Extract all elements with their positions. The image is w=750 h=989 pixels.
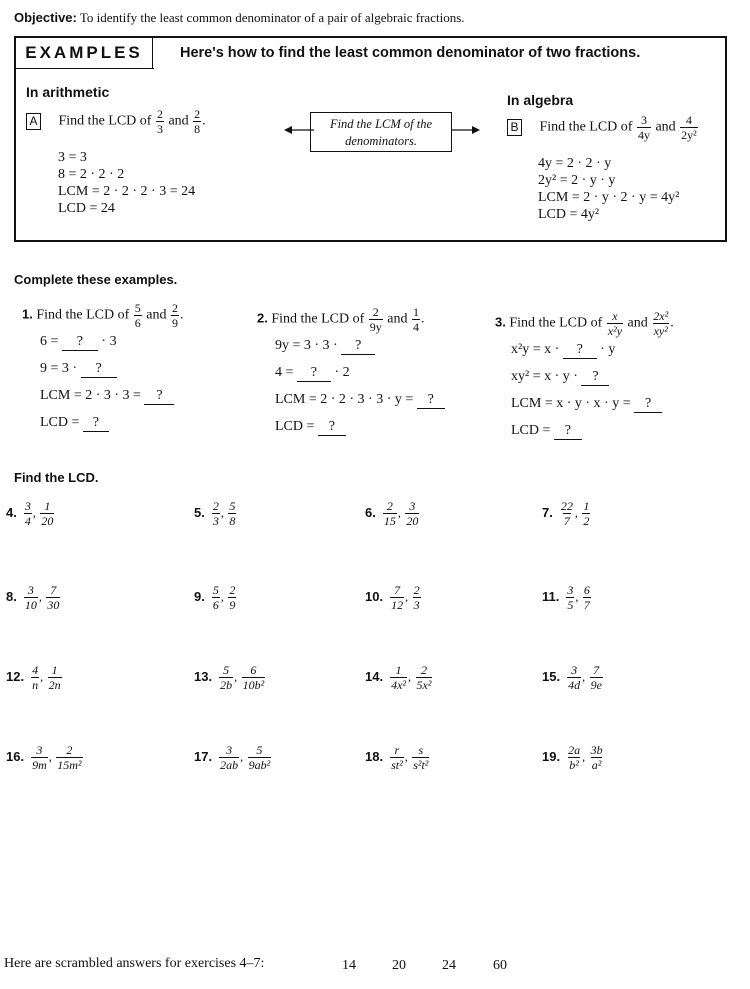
fraction-5-6: $\frac{5}{6}$	[134, 301, 141, 330]
arithmetic-prompt: A Find the LCD of $\frac{2}{3}$ and $\frac{2}{8}$ .	[26, 108, 206, 135]
scrambled-answer: 60	[493, 958, 507, 973]
answer-blank[interactable]: ?	[634, 396, 662, 413]
exercise-item: 14. $\frac{1}{\text{4x²}}$ , $\frac{2}{\text{5x²}}$	[365, 663, 432, 692]
answer-blank[interactable]: ?	[563, 342, 597, 359]
objective-text: To identify the least common denominator of a pair of algebraic fractions.	[79, 10, 465, 25]
exercise-number: 18.	[365, 748, 384, 764]
p1-line-2: 9 = 3 · ?	[40, 361, 117, 378]
exercise-fraction-b: $\frac{7}{9e}$	[590, 663, 602, 692]
fraction-1-4: $\frac{1}{4}$	[413, 305, 420, 334]
exercise-fraction-a: $\frac{1}{\text{4x²}}$	[391, 663, 407, 692]
exercise-fraction-b: $\frac{6}{7}$	[583, 583, 590, 612]
p2-line-2: 4 = ? · 2	[275, 365, 350, 380]
examples-box	[14, 36, 727, 242]
exercise-fraction-a: $\frac{2}{3}$	[212, 499, 219, 528]
exercise-item: 12. $\frac{4}{n}$ , $\frac{1}{2n}$	[6, 663, 61, 692]
exercise-item: 9. $\frac{5}{6}$ , $\frac{2}{9}$	[194, 583, 236, 612]
exercise-fraction-a: $\frac{3}{5}$	[567, 583, 574, 612]
exercise-number: 8.	[6, 588, 17, 604]
exercise-number: 15.	[542, 668, 561, 684]
exercise-number: 16.	[6, 748, 25, 764]
exercise-item: 5. $\frac{2}{3}$ , $\frac{5}{8}$	[194, 499, 236, 528]
fraction-2-3: $\frac{2}{3}$	[156, 107, 163, 136]
objective	[14, 10, 465, 26]
answer-blank[interactable]: ?	[581, 369, 609, 386]
exercise-number: 9.	[194, 588, 205, 604]
and-text: and	[627, 315, 648, 331]
and-text: and	[146, 307, 167, 323]
answer-blank[interactable]: ?	[318, 419, 346, 436]
exercise-fraction-a: $\frac{2}{15}$	[383, 499, 396, 528]
exercise-fraction-b: $\frac{1}{2}$	[583, 499, 590, 528]
exercise-item: 8. $\frac{3}{10}$ , $\frac{7}{30}$	[6, 583, 60, 612]
arith-line-1: 3 = 3	[58, 150, 87, 165]
prompt-text: Find the LCD of	[509, 315, 603, 331]
exercise-item: 18. $\frac{r}{\text{st²}}$ , $\frac{s}{\text{s²t²}}$	[365, 743, 429, 772]
exercise-fraction-b: $\frac{2}{9}$	[229, 583, 236, 612]
marker-a: A	[26, 113, 41, 130]
scrambled-answer: 24	[442, 958, 456, 973]
p2-line-3: LCM = 2 · 2 · 3 · 3 · y = ?	[275, 392, 445, 409]
exercise-number: 11.	[542, 588, 560, 604]
exercise-number: 17.	[194, 748, 213, 764]
problem-2-prompt: 2. Find the LCD of $\frac{2}{9y}$ and $\frac{1}{4}$ .	[257, 305, 425, 334]
answer-blank[interactable]: ?	[297, 365, 331, 382]
prompt-text: Find the LCD of	[539, 119, 633, 135]
exercise-fraction-a: $\frac{7}{12}$	[391, 583, 404, 612]
exercise-item: 7. $\frac{22}{7}$ , $\frac{1}{2}$	[542, 499, 590, 528]
exercise-fraction-b: $\frac{1}{20}$	[41, 499, 54, 528]
arith-line-3: LCM = 2 · 2 · 2 · 3 = 24	[58, 184, 196, 199]
alg-line-2: 2y² = 2 · y · y	[538, 173, 616, 188]
exercise-item: 19. $\frac{2a}{\text{b²}}$ , $\frac{3b}{\text{a²}}$	[542, 743, 603, 772]
fraction-2-9: $\frac{2}{9}$	[172, 301, 179, 330]
exercise-fraction-b: $\frac{1}{2n}$	[48, 663, 61, 692]
exercise-fraction-a: $\frac{3}{4d}$	[568, 663, 581, 692]
alg-line-1: 4y = 2 · 2 · y	[538, 156, 612, 171]
p2-line-4: LCD = ?	[275, 419, 346, 436]
lcm-note-line-2: denominators.	[345, 134, 417, 148]
exercise-fraction-a: $\frac{3}{2ab}$	[220, 743, 239, 772]
p1-line-3: LCM = 2 · 3 · 3 = ?	[40, 388, 174, 405]
exercise-fraction-a: $\frac{2a}{\text{b²}}$	[568, 743, 581, 772]
exercise-item: 17. $\frac{3}{2ab}$ , $\frac{5}{\text{9ab²}}$	[194, 743, 271, 772]
exercise-fraction-a: $\frac{3}{9m}$	[32, 743, 47, 772]
problem-number: 3.	[495, 314, 506, 330]
exercise-number: 6.	[365, 504, 376, 520]
arith-line-2: 8 = 2 · 2 · 2	[58, 167, 125, 182]
exercise-fraction-b: $\frac{3}{20}$	[406, 499, 419, 528]
problem-number: 1.	[22, 306, 33, 322]
fraction-4-2y2: $\frac{4}{\text{2y²}}$	[681, 113, 697, 142]
problem-3-prompt: 3. Find the LCD of $\frac{x}{\text{x²y}}$ and $\frac{\text{2x²}}{\text{xy²}}$ .	[495, 309, 674, 338]
p3-line-3: LCM = x · y · x · y = ?	[511, 396, 662, 413]
prompt-text: Find the LCD of	[58, 113, 152, 129]
footer-text: Here are scrambled answers for exercises 4–7:	[4, 956, 265, 971]
exercise-item: 6. $\frac{2}{15}$ , $\frac{3}{20}$	[365, 499, 419, 528]
alg-line-4: LCD = 4y²	[538, 207, 600, 222]
exercise-fraction-b: $\frac{5}{8}$	[229, 499, 236, 528]
problem-number: 2.	[257, 310, 268, 326]
answer-blank[interactable]: ?	[81, 361, 117, 378]
arrow-right-icon	[452, 124, 480, 136]
problem-1-prompt: 1. Find the LCD of $\frac{5}{6}$ and $\frac{2}{9}$ .	[22, 301, 184, 330]
exercise-number: 14.	[365, 668, 384, 684]
p1-line-4: LCD = ?	[40, 415, 109, 432]
exercise-fraction-a: $\frac{3}{4}$	[24, 499, 31, 528]
arith-line-4: LCD = 24	[58, 201, 115, 216]
answer-blank[interactable]: ?	[83, 415, 109, 432]
exercise-item: 13. $\frac{5}{2b}$ , $\frac{6}{\text{10b²}}$	[194, 663, 265, 692]
prompt-text: Find the LCD of	[271, 311, 365, 327]
and-text: and	[168, 113, 189, 129]
alg-line-3: LCM = 2 · y · 2 · y = 4y²	[538, 190, 680, 205]
algebra-prompt	[507, 114, 699, 141]
fraction-2x2-xy2: $\frac{\text{2x²}}{\text{xy²}}$	[653, 309, 669, 338]
exercise-fraction-a: $\frac{r}{\text{st²}}$	[391, 743, 403, 772]
lcm-note-line-1: Find the LCM of the	[329, 117, 433, 131]
fraction-3-4y: $\frac{3}{4y}$	[637, 113, 650, 142]
fraction-2-9y: $\frac{2}{9y}$	[369, 305, 382, 334]
exercise-fraction-b: $\frac{5}{\text{9ab²}}$	[248, 743, 271, 772]
arithmetic-heading: In arithmetic	[26, 84, 110, 100]
exercise-fraction-a: $\frac{4}{n}$	[32, 663, 39, 692]
answer-blank[interactable]: ?	[417, 392, 445, 409]
answer-blank[interactable]: ?	[554, 423, 582, 440]
exercise-fraction-a: $\frac{22}{7}$	[560, 499, 573, 528]
prompt-text: Find the LCD of	[36, 307, 130, 323]
scrambled-answer: 20	[392, 958, 406, 973]
exercise-item: 10. $\frac{7}{12}$ , $\frac{2}{3}$	[365, 583, 420, 612]
exercise-fraction-b: $\frac{3b}{\text{a²}}$	[590, 743, 603, 772]
p3-line-1: x²y = x · ? · y	[511, 342, 616, 357]
examples-subtitle: Here's how to find the least common denominator of two fractions.	[180, 45, 641, 61]
examples-title: EXAMPLES	[16, 38, 153, 68]
lcm-note-box	[310, 112, 452, 152]
answer-blank[interactable]: ?	[341, 338, 375, 355]
exercise-number: 5.	[194, 504, 205, 520]
exercise-fraction-b: $\frac{s}{\text{s²t²}}$	[413, 743, 429, 772]
find-heading: Find the LCD.	[14, 470, 99, 485]
objective-label: Objective:	[14, 10, 77, 25]
title-underline	[16, 68, 154, 69]
exercise-fraction-a: $\frac{5}{6}$	[212, 583, 219, 612]
exercise-item: 16. $\frac{3}{9m}$ , $\frac{2}{\text{15m²}}$	[6, 743, 82, 772]
exercise-number: 10.	[365, 588, 384, 604]
p2-line-1: 9y = 3 · 3 · ?	[275, 338, 375, 355]
exercise-number: 7.	[542, 504, 553, 520]
algebra-heading: In algebra	[507, 92, 574, 108]
exercise-fraction-a: $\frac{3}{10}$	[24, 583, 37, 612]
p3-line-2: xy² = x · y · ?	[511, 369, 609, 386]
exercise-number: 12.	[6, 668, 25, 684]
p3-line-4: LCD = ?	[511, 423, 582, 440]
scrambled-answer: 14	[342, 958, 356, 973]
fraction-x-x2y: $\frac{x}{\text{x²y}}$	[607, 309, 623, 338]
marker-b: B	[507, 119, 522, 136]
exercise-item: 11. $\frac{3}{5}$ , $\frac{6}{7}$	[542, 583, 590, 612]
exercise-number: 19.	[542, 748, 561, 764]
exercise-fraction-b: $\frac{2}{\text{5x²}}$	[416, 663, 432, 692]
answer-blank[interactable]: ?	[144, 388, 174, 405]
and-text: and	[655, 119, 676, 135]
and-text: and	[387, 311, 408, 327]
exercise-item: 15. $\frac{3}{4d}$ , $\frac{7}{9e}$	[542, 663, 602, 692]
exercise-item: 4. $\frac{3}{4}$ , $\frac{1}{20}$	[6, 499, 54, 528]
answer-blank[interactable]: ?	[62, 334, 98, 351]
p1-line-1: 6 = ? · 3	[40, 334, 117, 349]
complete-heading: Complete these examples.	[14, 272, 178, 287]
fraction-2-8: $\frac{2}{8}$	[194, 107, 201, 136]
exercise-fraction-b: $\frac{2}{3}$	[413, 583, 420, 612]
exercise-fraction-b: $\frac{2}{\text{15m²}}$	[57, 743, 82, 772]
exercise-number: 4.	[6, 504, 17, 520]
exercise-number: 13.	[194, 668, 213, 684]
exercise-fraction-b: $\frac{6}{\text{10b²}}$	[242, 663, 265, 692]
exercise-fraction-a: $\frac{5}{2b}$	[220, 663, 233, 692]
exercise-fraction-b: $\frac{7}{30}$	[47, 583, 60, 612]
